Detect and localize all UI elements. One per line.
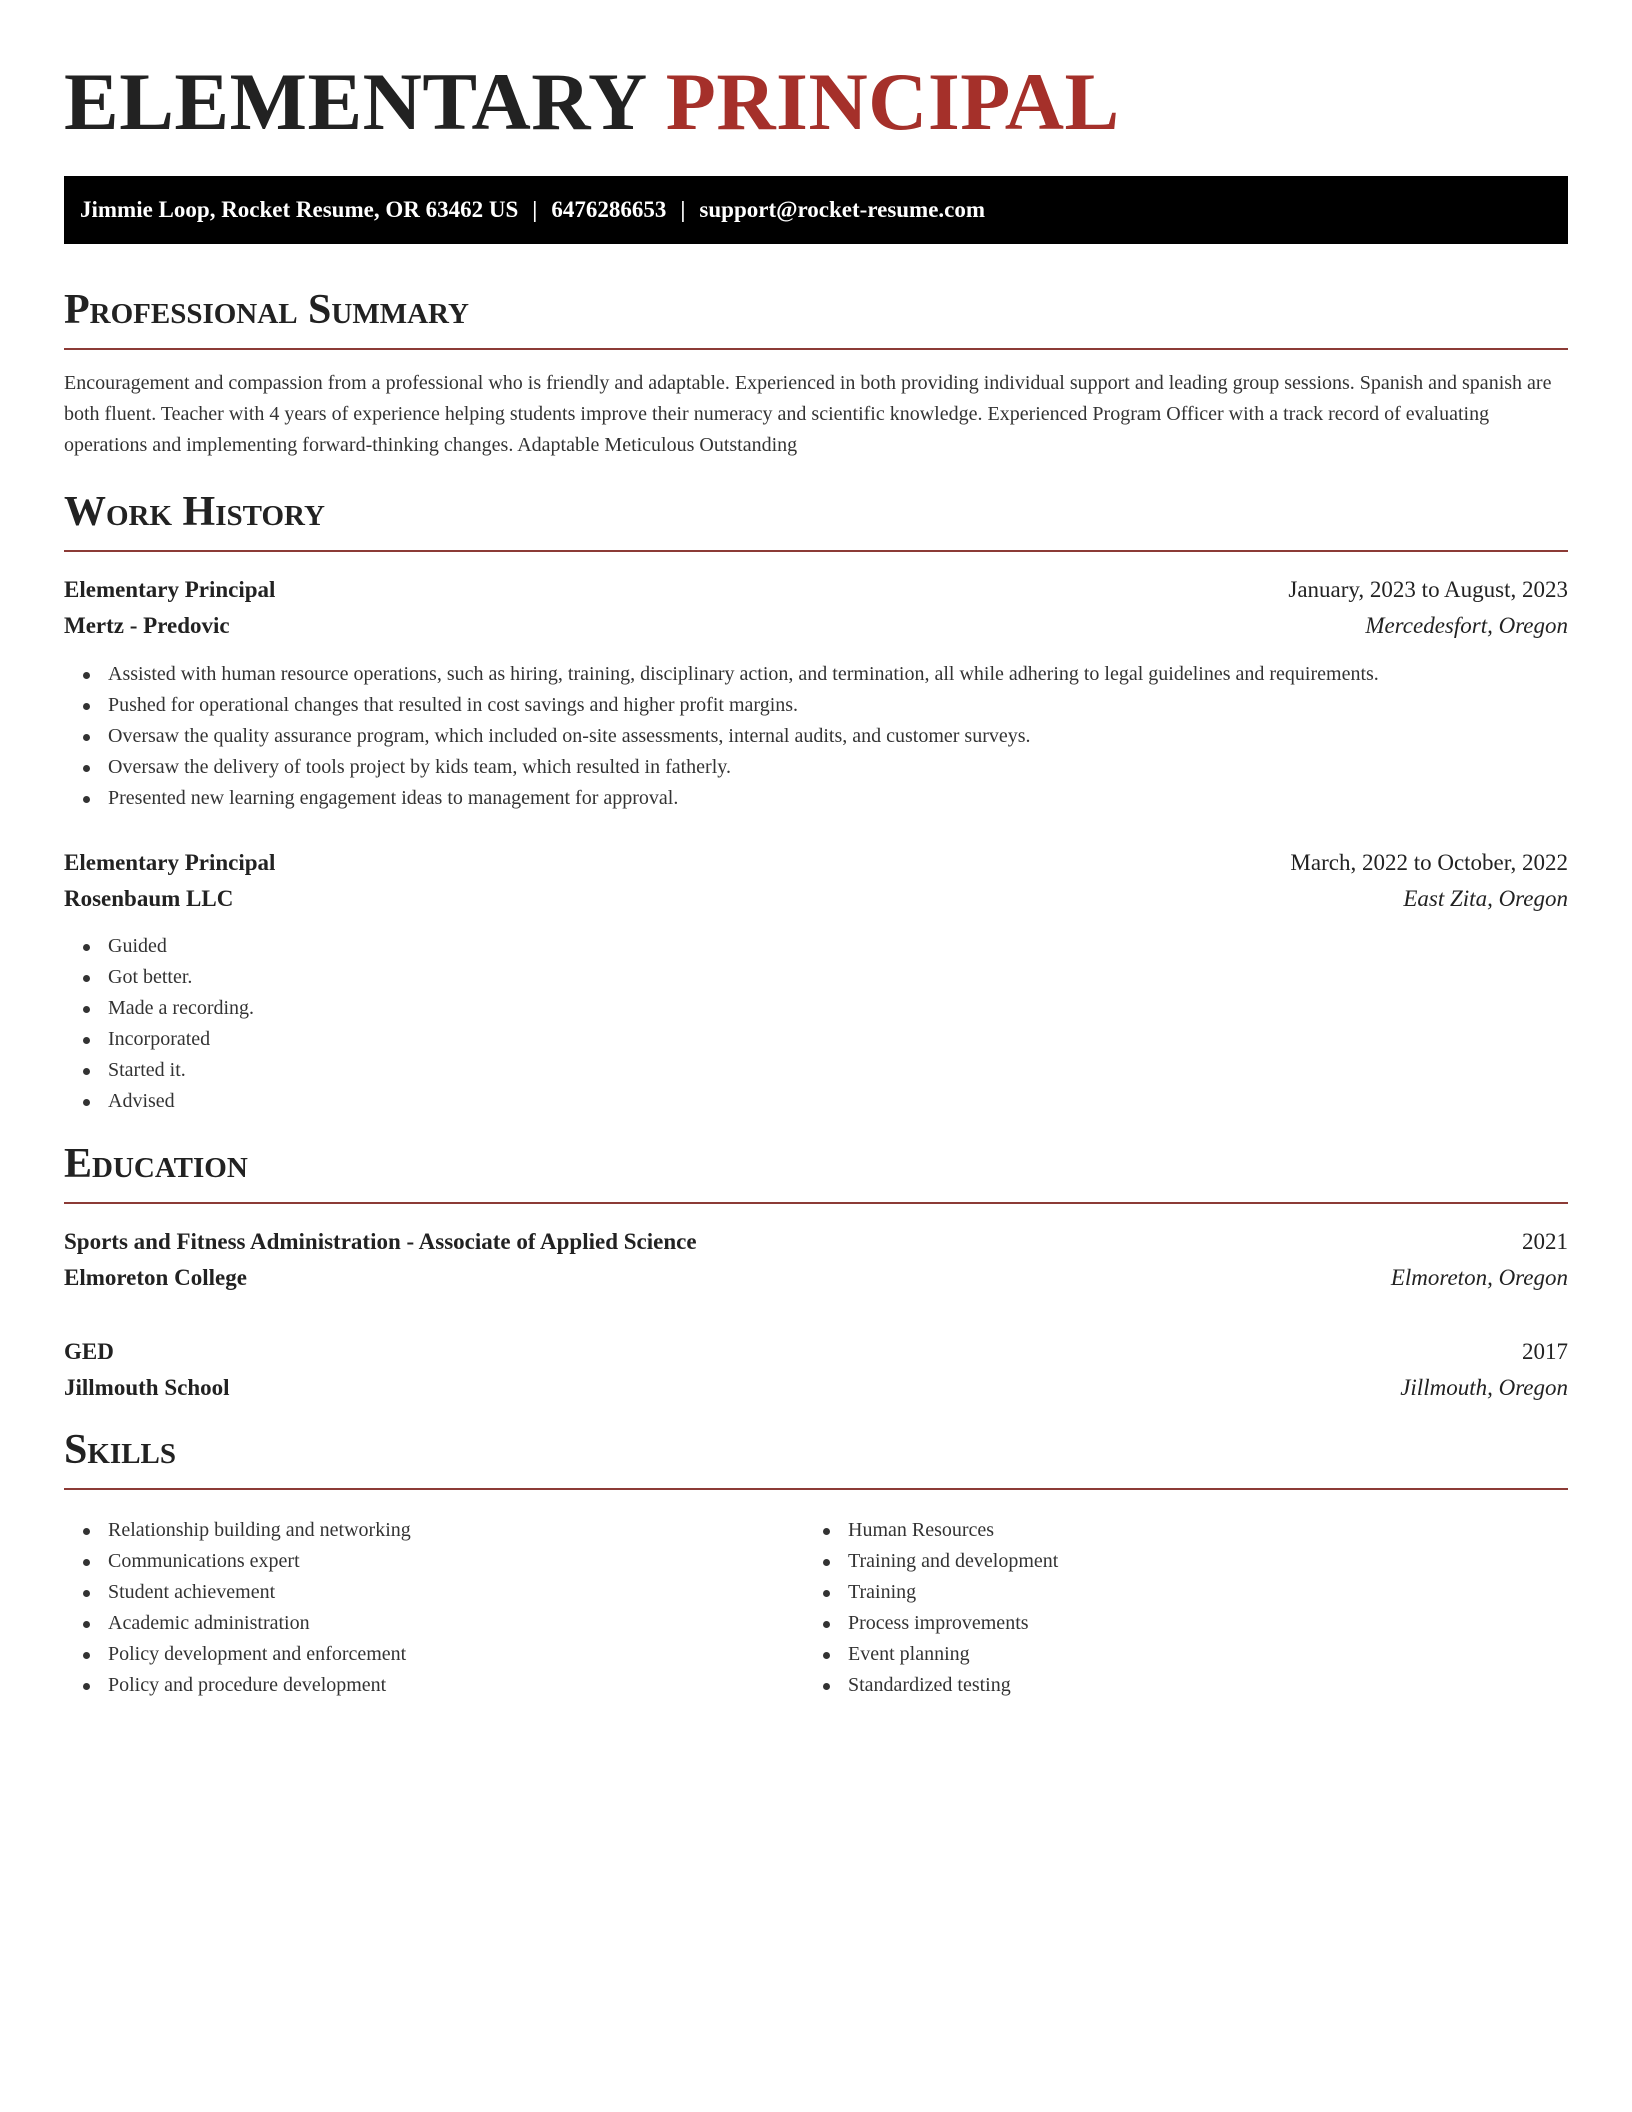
list-item: Guided (108, 931, 254, 962)
list-item: Got better. (108, 962, 254, 993)
contact-phone: 6476286653 (551, 197, 667, 222)
job-2-company-row (64, 881, 1568, 917)
contact-separator: | (532, 197, 538, 222)
education-2-year: 2017 (1522, 1339, 1568, 1364)
job-2-title-row (64, 845, 1568, 881)
contact-separator: | (680, 197, 686, 222)
education-1-year: 2021 (1522, 1229, 1568, 1254)
job-2-company: Rosenbaum LLC (64, 886, 234, 911)
list-item: Communications expert (108, 1546, 411, 1577)
list-item: Made a recording. (108, 993, 254, 1024)
title-second-word: PRINCIPAL (665, 56, 1120, 147)
education-1-degree-row (64, 1224, 1568, 1260)
job-1-dates: January, 2023 to August, 2023 (1288, 577, 1568, 602)
education-1-location: Elmoreton, Oregon (1390, 1265, 1568, 1290)
job-1-title: Elementary Principal (64, 577, 276, 602)
education-2-degree-row (64, 1334, 1568, 1370)
job-1-title-row (64, 572, 1568, 608)
education-1-school: Elmoreton College (64, 1265, 247, 1290)
job-1-location: Mercedesfort, Oregon (1365, 613, 1568, 638)
job-2-bullets (64, 931, 254, 1117)
education-1-degree: Sports and Fitness Administration - Associate of Applied Science (64, 1229, 697, 1254)
summary-heading: Professional Summary (64, 282, 1568, 350)
list-item: Event planning (848, 1639, 1058, 1670)
list-item: Standardized testing (848, 1670, 1058, 1701)
education-heading: Education (64, 1136, 1568, 1204)
title-first-word: ELEMENTARY (64, 56, 645, 147)
education-2-location: Jillmouth, Oregon (1400, 1375, 1568, 1400)
education-2-school-row (64, 1370, 1568, 1406)
list-item: Oversaw the quality assurance program, which included on-site assessments, internal audits, and customer surveys. (108, 721, 1379, 752)
job-1-company-row (64, 608, 1568, 644)
skills-left-list (64, 1515, 411, 1701)
education-2-degree: GED (64, 1339, 114, 1364)
list-item: Pushed for operational changes that resulted in cost savings and higher profit margins. (108, 690, 1379, 721)
list-item: Policy development and enforcement (108, 1639, 411, 1670)
list-item: Academic administration (108, 1608, 411, 1639)
list-item: Training and development (848, 1546, 1058, 1577)
contact-bar (64, 176, 1568, 244)
contact-email: support@rocket-resume.com (699, 197, 986, 222)
job-1-company: Mertz - Predovic (64, 613, 230, 638)
list-item: Assisted with human resource operations, such as hiring, training, disciplinary action, and termination, all while adhering to legal guidelines and requirements. (108, 659, 1379, 690)
summary-text: Encouragement and compassion from a professional who is friendly and adaptable. Experienced in both providing individual support and leading group sessions. Spanish and spanish are both fluent. Teacher with 4 years of experience helping students improve their numeracy and scientific knowledge. Experienced Program Officer with a track record of evaluating operations and implementing forward-thinking changes. Adaptable Meticulous Outstanding (64, 372, 1552, 456)
skills-heading: Skills (64, 1422, 1568, 1490)
contact-address: Jimmie Loop, Rocket Resume, OR 63462 US (80, 197, 519, 222)
list-item: Human Resources (848, 1515, 1058, 1546)
work-history-heading: Work History (64, 484, 1568, 552)
list-item: Policy and procedure development (108, 1670, 411, 1701)
education-1-school-row (64, 1260, 1568, 1296)
list-item: Process improvements (848, 1608, 1058, 1639)
education-2-school: Jillmouth School (64, 1375, 230, 1400)
skills-right-list (804, 1515, 1058, 1701)
list-item: Oversaw the delivery of tools project by kids team, which resulted in fatherly. (108, 752, 1379, 783)
list-item: Relationship building and networking (108, 1515, 411, 1546)
job-1-bullets (64, 659, 1379, 814)
job-2-location: East Zita, Oregon (1403, 886, 1568, 911)
list-item: Started it. (108, 1055, 254, 1086)
list-item: Advised (108, 1086, 254, 1117)
job-2-title: Elementary Principal (64, 850, 276, 875)
list-item: Student achievement (108, 1577, 411, 1608)
list-item: Presented new learning engagement ideas to management for approval. (108, 783, 1379, 814)
job-2-dates: March, 2022 to October, 2022 (1290, 850, 1568, 875)
resume-title (64, 52, 1120, 152)
list-item: Incorporated (108, 1024, 254, 1055)
list-item: Training (848, 1577, 1058, 1608)
